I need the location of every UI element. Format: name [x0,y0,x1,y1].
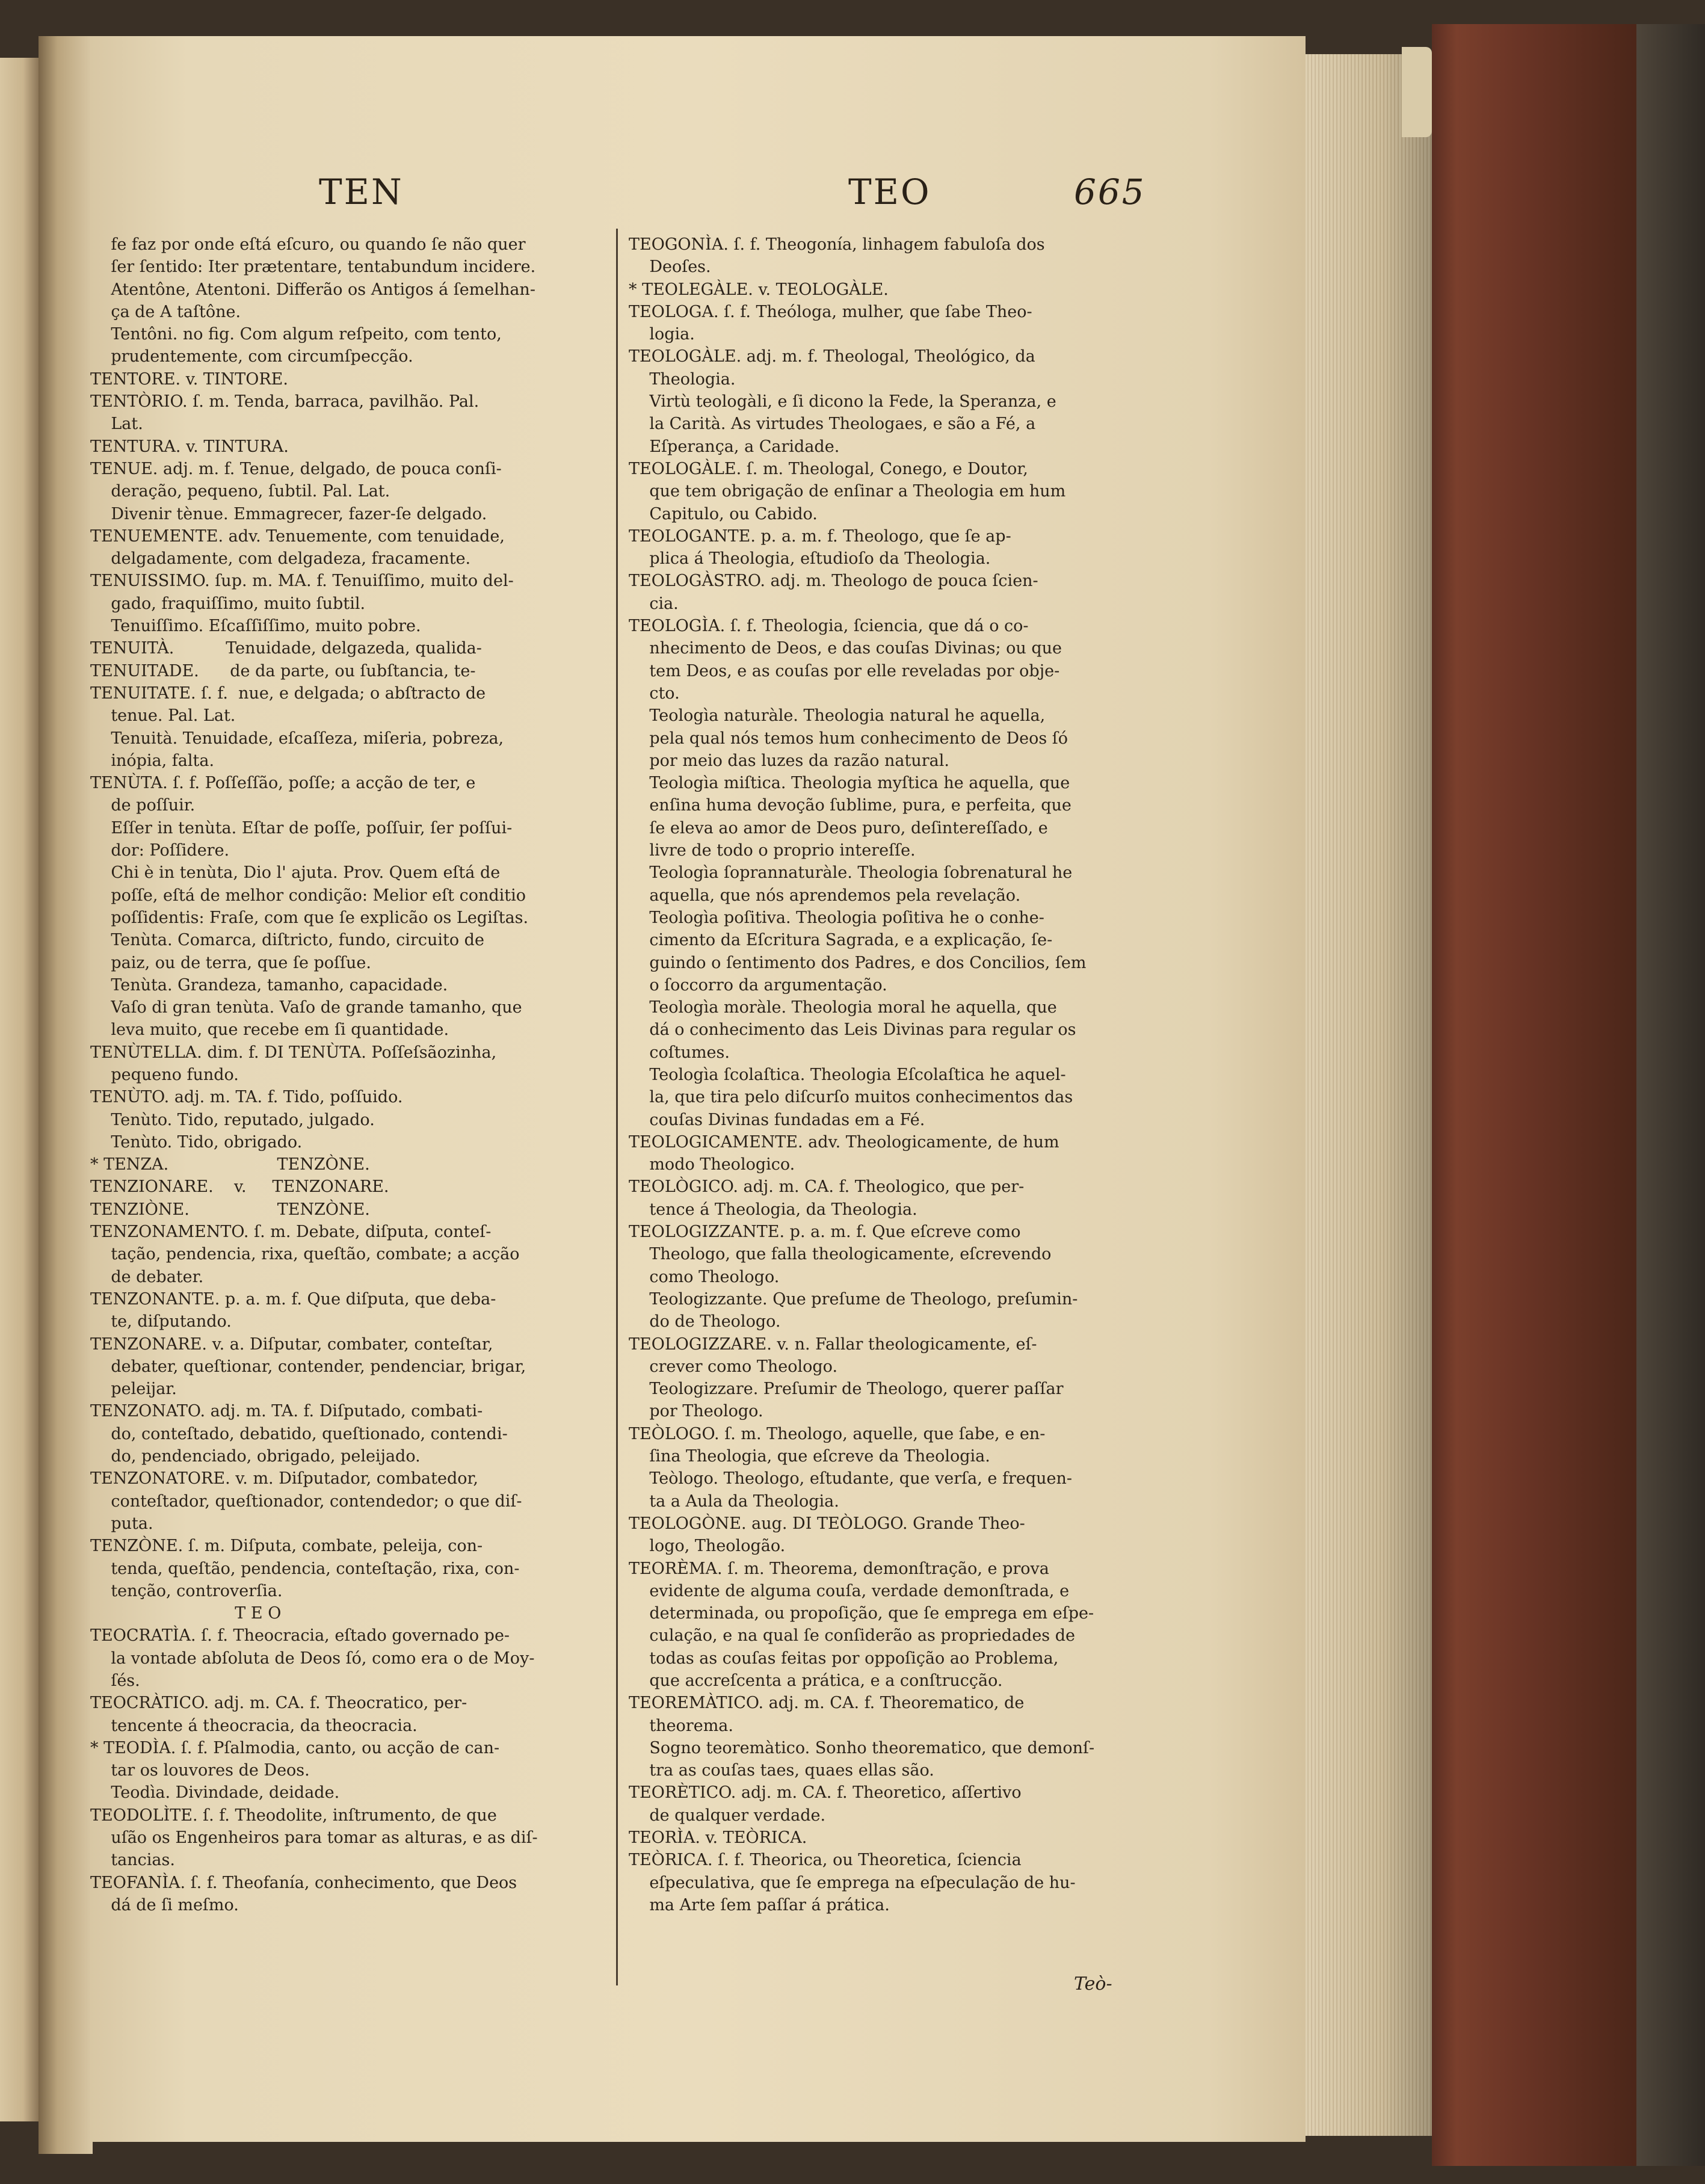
text-line: Tenuiſſimo. Eſcaſſiſſimo, muito pobre. [90,617,421,636]
text-line: ma Arte ſem paſſar á prática. [629,1895,890,1914]
text-line: tancias. [90,1851,175,1870]
text-line: Tenùto. Tido, reputado, julgado. [90,1110,375,1129]
text-line: TENZIONARE. v. TENZONARE. [90,1177,389,1197]
running-head-center: TEO [848,171,931,212]
cover-edge [1636,24,1705,2166]
text-line: enſina huma devoção ſublime, pura, e perfeita, que [629,796,1071,815]
text-line: TEOCRÀTICO. adj. m. CA. f. Theocratico, per- [90,1694,467,1713]
left-column [90,233,608,1916]
text-line: do de Theologo. [629,1312,781,1331]
text-line: Teologìa poſitiva. Theologia poſitiva he o conhe- [629,908,1044,927]
text-line: Atentône, Atentoni. Differão os Antigos á ſemelhan- [90,280,535,299]
text-line: como Theologo. [629,1267,780,1286]
text-line: Teologìa ſcolaſtica. Theologia Eſcolaſtica he aquel- [629,1065,1066,1084]
text-line: Tenuità. Tenuidade, eſcaſſeza, miſeria, pobreza, [90,729,504,748]
text-line: Teologizzante. Que preſume de Theologo, preſumin- [629,1289,1078,1309]
text-line: TENZIÒNE. TENZÒNE. [90,1200,370,1219]
text-line: TENUITÀ. Tenuidade, delgazeda, qualida- [90,639,482,658]
text-line: TENUITADE. de da parte, ou ſubſtancia, te- [90,661,476,680]
fore-edge-shading [1306,54,1432,2136]
text-line: theorema. [629,1716,733,1735]
text-line: Teòlogo. Theologo, eſtudante, que verſa, e frequen- [629,1469,1073,1488]
text-line: TEOLOGÀLE. ſ. m. Theologal, Conego, e Doutor, [629,459,1028,478]
text-line: que accreſcenta a prática, e a conſtrucção. [629,1671,1003,1690]
catchword: Teò- [1074,1973,1112,1994]
text-line: gado, fraquiſſimo, muito ſubtil. [90,594,366,613]
text-line: TEOCRATÌA. ſ. f. Theocracia, eſtado governado pe- [90,1626,510,1646]
text-line: TEOLOGANTE. p. a. m. f. Theologo, que ſe ap- [629,526,1011,546]
text-line: TENUE. adj. m. f. Tenue, delgado, de pouca conſi- [90,459,502,478]
text-line: la, que tira pelo diſcurſo muitos conhecimentos das [629,1088,1073,1107]
text-line: leva muito, que recebe em ſi quantidade. [90,1020,449,1040]
text-line: plica á Theologia, eſtudioſo da Theologia. [629,549,991,569]
text-line: TENZONATORE. v. m. Diſputador, combatedor, [90,1469,479,1488]
text-line: modo Theologico. [629,1155,795,1174]
text-line: Lat. [90,415,143,434]
book-gutter [39,36,93,2154]
text-line: pela qual nós temos hum conhecimento de Deos ſó [629,729,1068,748]
text-line: Chi è in tenùta, Dio l' ajuta. Prov. Quem eſtá de [90,863,501,883]
text-line: ſina Theologia, que eſcreve da Theologia. [629,1447,990,1466]
text-line: TEOLÒGICO. adj. m. CA. f. Theologico, que per- [629,1177,1025,1197]
text-line: cto. [629,683,680,703]
text-line: TENUITATE. ſ. f. nue, e delgada; o abſtracto de [90,683,486,703]
text-line: TENTURA. v. TINTURA. [90,437,289,456]
text-line: TEOREMÀTICO. adj. m. CA. f. Theorematico, de [629,1694,1025,1713]
text-line: por meio das luzes da razão natural. [629,751,949,770]
text-line: deração, pequeno, ſubtil. Pal. Lat. [90,482,390,501]
text-line: Tenùta. Grandeza, tamanho, capacidade. [90,975,448,995]
text-line: tencente á theocracia, da theocracia. [90,1716,418,1735]
text-line: TEORÌA. v. TEÒRICA. [629,1828,807,1848]
text-line: TENUEMENTE. adv. Tenuemente, com tenuidade, [90,526,505,546]
text-line: tenda, queſtão, pendencia, conteſtação, rixa, con- [90,1559,520,1578]
column-rule [616,229,618,1985]
text-line: Vaſo di gran tenùta. Vaſo de grande tamanho, que [90,998,522,1017]
text-line: TEOLOGICAMENTE. adv. Theologicamente, de hum [629,1132,1059,1152]
text-line: tence á Theologia, da Theologia. [629,1200,917,1219]
text-line: TENZONARE. v. a. Diſputar, combater, conteſtar, [90,1334,493,1354]
text-line: Teologizzare. Preſumir de Theologo, querer paſſar [629,1380,1064,1399]
text-line: poſſidentis: Fraſe, com que ſe explicão os Legiſtas. [90,908,529,927]
text-line: todas as couſas feitas por oppoſição ao Problema, [629,1649,1059,1668]
text-line: tem Deos, e as couſas por elle reveladas por obje- [629,661,1060,680]
text-line: TEOLOGIZZANTE. p. a. m. f. Que eſcreve como [629,1223,1021,1242]
text-line: dá o conhecimento das Leis Divinas para regular os [629,1020,1076,1040]
text-line: Eſſer in tenùta. Eſtar de poſſe, poſſuir, ſer poſſui- [90,818,513,838]
text-line: logo, Theologão. [629,1537,786,1556]
text-line: TEOFANÌA. ſ. f. Theofanía, conhecimento, que Deos [90,1873,517,1892]
text-line: * TEOLEGÀLE. v. TEOLOGÀLE. [629,280,889,299]
text-line: TEOLOGA. ſ. f. Theóloga, mulher, que ſabe Theo- [629,302,1032,321]
page-corner-fold [1402,47,1432,137]
text-line: TEOLOGIZZARE. v. n. Fallar theologicamente, eſ- [629,1334,1037,1354]
text-line: tação, pendencia, rixa, queſtão, combate; a acção [90,1245,520,1264]
text-line: evidente de alguma couſa, verdade demonſtrada, e [629,1581,1070,1600]
text-line: cimento da Eſcritura Sagrada, e a explicação, ſe- [629,931,1053,950]
text-line: coſtumes. [629,1043,730,1062]
text-line: TEOGONÌA. ſ. f. Theogonía, linhagem fabuloſa dos [629,235,1045,254]
text-line: Tenùta. Comarca, diſtricto, fundo, circuito de [90,931,484,950]
text-line: Capitulo, ou Cabido. [629,504,818,523]
text-line: Eſperança, a Caridade. [629,437,840,456]
text-line: TEÒLOGO. ſ. m. Theologo, aquelle, que ſabe, e en- [629,1424,1046,1443]
text-line: TEORÈMA. ſ. m. Theorema, demonſtração, e prova [629,1559,1049,1578]
text-line: aquella, que nós aprendemos pela revelação. [629,886,1021,905]
text-line: TEOLOGÀSTRO. adj. m. Theologo de pouca ſcien- [629,572,1038,591]
text-line: tar os louvores de Deos. [90,1761,310,1780]
text-line: * TENZA. TENZÒNE. [90,1155,370,1174]
text-line: dor: Poſſidere. [90,841,230,860]
text-line: Teologìa moràle. Theologia moral he aquella, que [629,998,1057,1017]
text-line: ſés. [90,1671,140,1690]
text-line: do, conteſtado, debatido, queſtionado, contendi- [90,1424,508,1443]
text-line: dá de ſi meſmo. [90,1895,239,1914]
text-line: Virtù teologàli, e ſi dicono la Fede, la Speranza, e [629,392,1056,412]
text-line: la Carità. As virtudes Theologaes, e são a Fé, a [629,415,1036,434]
text-line: fe faz por onde eſtá eſcuro, ou quando ſe não quer [90,235,526,254]
right-column [629,233,1152,1916]
text-line: TENZÒNE. ſ. m. Diſputa, combate, peleija, con- [90,1537,483,1556]
text-line: guindo o ſentimento dos Padres, e dos Concilios, ſem [629,953,1087,972]
text-line: do, pendenciado, obrigado, peleijado. [90,1447,421,1466]
text-line: logia. [629,325,695,344]
text-line: que tem obrigação de enſinar a Theologia em hum [629,482,1066,501]
text-line: nhecimento de Deos, e das couſas Divinas; ou que [629,639,1062,658]
text-line: la vontade abſoluta de Deos ſó, como era o de Moy- [90,1649,535,1668]
text-line: Teologìa ſoprannaturàle. Theologia ſobrenatural he [629,863,1073,883]
text-line: Teologìa miſtica. Theologia myſtica he aquella, que [629,774,1070,793]
text-line: TEORÈTICO. adj. m. CA. f. Theoretico, aſſertivo [629,1783,1022,1803]
text-line: ſe eleva ao amor de Deos puro, deſintereſſado, e [629,818,1048,838]
text-line: Teodìa. Divindade, deidade. [90,1783,340,1803]
text-line: * TEODÌA. ſ. f. Pſalmodia, canto, ou acção de can- [90,1738,500,1757]
running-head-left: TEN [319,171,404,212]
text-line: poſſe, eſtá de melhor condição: Melior eſt conditio [90,886,526,905]
text-line: debater, queſtionar, contender, pendenciar, brigar, [90,1357,526,1376]
text-line: TEODOLÌTE. ſ. f. Theodolite, inſtrumento, de que [90,1806,497,1825]
text-line: o ſoccorro da argumentação. [629,975,887,995]
text-line: tenção, controverſia. [90,1581,283,1600]
page-number: 665 [1074,171,1146,212]
text-line: pequeno fundo. [90,1065,239,1084]
text-line: de poſſuir. [90,796,196,815]
text-line: prudentemente, com circumſpecção. [90,347,413,366]
text-line: TENÙTA. ſ. f. Poſſeſſão, poſſe; a acção de ter, e [90,774,476,793]
text-line: TEOLOGÀLE. adj. m. f. Theologal, Theológico, da [629,347,1035,366]
text-line: Divenir tènue. Emmagrecer, fazer-ſe delgado. [90,504,487,523]
text-line: uſão os Engenheiros para tomar as alturas, e as diſ- [90,1828,538,1848]
text-line: culação, e na qual ſe conſiderão as propriedades de [629,1626,1076,1646]
text-line: Tentôni. no fig. Com algum reſpeito, com tento, [90,325,502,344]
text-line: te, diſputando. [90,1312,232,1331]
text-line: Teologìa naturàle. Theologia natural he aquella, [629,706,1046,726]
text-line: Sogno teoremàtico. Sonho theorematico, que demonſ- [629,1738,1095,1757]
text-line: tenue. Pal. Lat. [90,706,236,726]
text-line: inópia, falta. [90,751,215,770]
text-line: por Theologo. [629,1402,763,1421]
text-line: TEOLOGÌA. ſ. f. Theologia, ſciencia, que dá o co- [629,617,1029,636]
text-line: determinada, ou propoſição, que ſe emprega em eſpe- [629,1604,1094,1623]
text-line: TENUISSIMO. ſup. m. MA. f. Tenuiſſimo, muito del- [90,572,514,591]
text-line: ça de A taſtône. [90,302,241,321]
text-line: ta a Aula da Theologia. [629,1491,839,1511]
text-line: TENZONATO. adj. m. TA. f. Diſputado, combati- [90,1402,483,1421]
text-line: TENTÒRIO. ſ. m. Tenda, barraca, pavilhão. Pal. [90,392,479,412]
text-line: cia. [629,594,679,613]
facing-page-edge [0,58,39,2121]
text-line: TENÙTELLA. dim. f. DI TENÙTA. Poſſeſsãozinha, [90,1043,497,1062]
text-line: TEÒRICA. ſ. f. Theorica, ou Theoretica, ſciencia [629,1851,1022,1870]
text-line: Theologo, que falla theologicamente, eſcrevendo [629,1245,1052,1264]
text-line: livre de todo o proprio intereſſe. [629,841,916,860]
text-line: eſpeculativa, que ſe emprega na eſpeculação de hu- [629,1873,1076,1892]
text-line: crever como Theologo. [629,1357,838,1376]
text-line: couſas Divinas fundadas em a Fé. [629,1110,925,1129]
text-line: TEOLOGÒNE. aug. DI TEÒLOGO. Grande Theo- [629,1514,1025,1533]
text-line: Deoſes. [629,258,711,277]
text-line: TENZONANTE. p. a. m. f. Que diſputa, que deba- [90,1289,496,1309]
leather-cover [1432,24,1636,2166]
text-line: TENZONAMENTO. ſ. m. Debate, diſputa, conteſ- [90,1223,492,1242]
text-line: puta. [90,1514,153,1533]
text-line: TENÙTO. adj. m. TA. f. Tido, poſſuido. [90,1088,403,1107]
text-line: TENTORE. v. TINTORE. [90,369,288,389]
text-line: conteſtador, queſtionador, contendedor; o que diſ- [90,1491,522,1511]
text-line: paiz, ou de terra, que ſe poſſue. [90,953,371,972]
text-line: ſer ſentido: Iter prætentare, tentabundum incidere. [90,258,536,277]
text-line: delgadamente, com delgadeza, fracamente. [90,549,471,569]
text-line: Tenùto. Tido, obrigado. [90,1132,303,1152]
text-line: de debater. [90,1267,204,1286]
text-line: tra as couſas taes, quaes ellas são. [629,1761,934,1780]
text-line: de qualquer verdade. [629,1806,826,1825]
text-line: Theologia. [629,369,736,389]
text-line: T E O [90,1604,282,1623]
text-line: peleijar. [90,1380,177,1399]
